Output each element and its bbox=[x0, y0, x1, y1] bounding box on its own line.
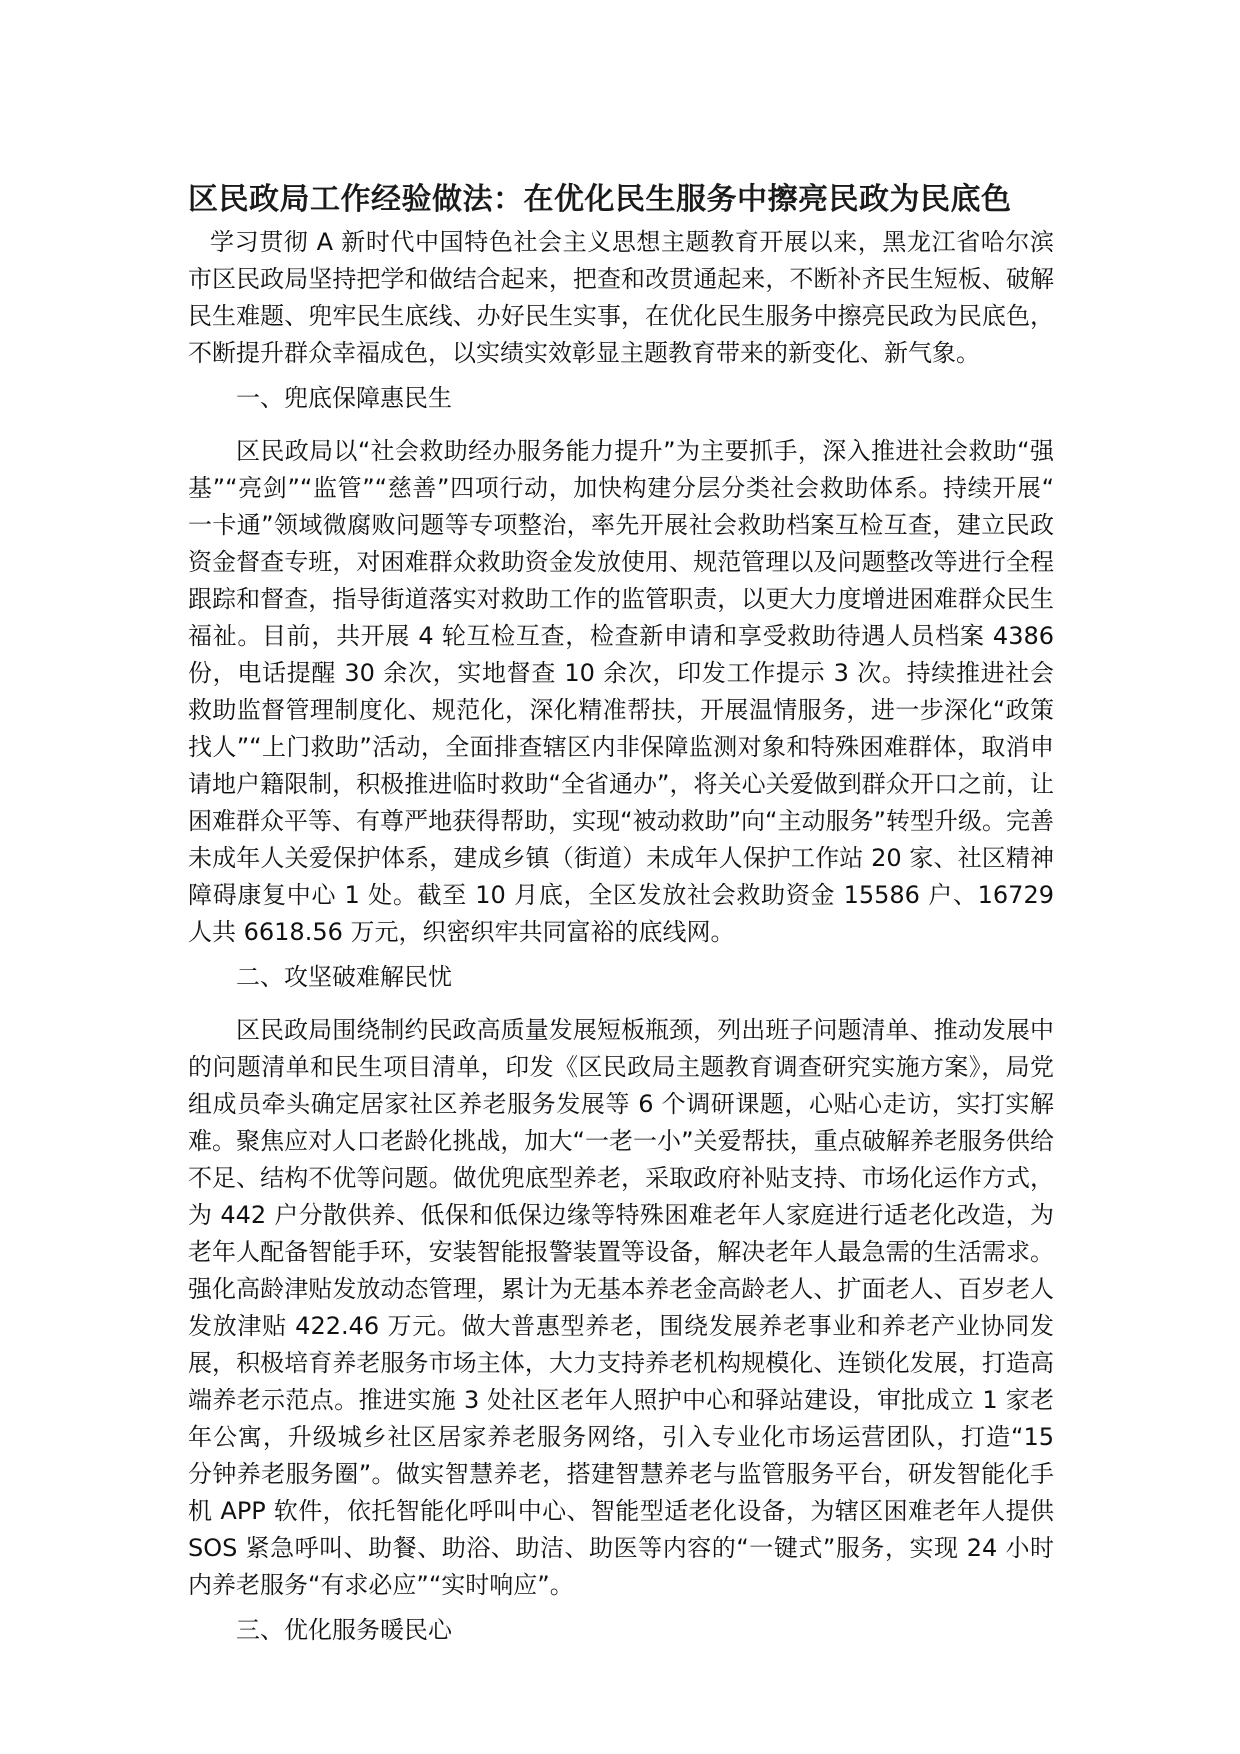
section-heading-2: 二、攻坚破难解民忧 bbox=[236, 963, 452, 991]
section-body-1: 区民政局以“社会救助经办服务能力提升”为主要抓手，深入推进社会救助“强基”“亮剑”“监管”“慈善”四项行动，加快构建分层分类社会救助体系。持续开展“一卡通”领域微腐败问题等专项整治，率先开展社会救助档案互检互查，建立民政资金督查专班，对困难群众救助资金发放使用、规范管理以及问题整改等进行全程跟踪和督查，指导街道落实对救助工作的监管职责，以更大力度增进困难群众民生福祉。目前，共开展 4 轮互检互查，检查新申请和享受救助待遇人员档案 4386 份，电话提醒 30 余次，实地督查 10 余次，印发工作提示 3 次。持续推进社会救助监督管理制度化、规范化，深化精准帮扶，开展温情服务，进一步深化“政策找人”“上门救助”活动，全面排查辖区内非保障监测对象和特殊困难群体，取消申请地户籍限制，积极推进临时救助“全省通办”，将关心关爱做到群众开口之前，让困难群众平等、有尊严地获得帮助，实现“被动救助”向“主动服务”转型升级。完善未成年人关爱保护体系，建成乡镇（街道）未成年人保护工作站 20 家、社区精神障碍康复中心 1 处。截至 10 月底，全区发放社会救助资金 15586 户、16729 人共 6618.56 万元，织密织牢共同富裕的底线网。 bbox=[188, 437, 1054, 946]
section-heading-1: 一、兜底保障惠民生 bbox=[236, 384, 452, 412]
section-heading-3: 三、优化服务暖民心 bbox=[236, 1616, 452, 1644]
section-body-2: 区民政局围绕制约民政高质量发展短板瓶颈，列出班子问题清单、推动发展中的问题清单和民生项目清单，印发《区民政局主题教育调查研究实施方案》，局党组成员牵头确定居家社区养老服务发展等 6 个调研课题，心贴心走访，实打实解难。聚焦应对人口老龄化挑战，加大“一老一小”关爱帮扶，重点破解养老服务供给不足、结构不优等问题。做优兜底型养老，采取政府补贴支持、市场化运作方式，为 442 户分散供养、低保和低保边缘等特殊困难老年人家庭进行适老化改造，为老年人配备智能手环，安装智能报警装置等设备，解决老年人最急需的生活需求。强化高龄津贴发放动态管理，累计为无基本养老金高龄老人、扩面老人、百岁老人发放津贴 422.46 万元。做大普惠型养老，围绕发展养老事业和养老产业协同发展，积极培育养老服务市场主体，大力支持养老机构规模化、连锁化发展，打造高端养老示范点。推进实施 3 处社区老年人照护中心和驿站建设，审批成立 1 家老年公寓，升级城乡社区居家养老服务网络，引入专业化市场运营团队，打造“15 分钟养老服务圈”。做实智慧养老，搭建智慧养老与监管服务平台，研发智能化手机 APP 软件，依托智能化呼叫中心、智能型适老化设备，为辖区困难老年人提供 SOS 紧急呼叫、助餐、助浴、助洁、助医等内容的“一键式”服务，实现 24 小时内养老服务“有求必应”“实时响应”。 bbox=[188, 1016, 1054, 1599]
document-content bbox=[188, 178, 1054, 1665]
intro-paragraph: 学习贯彻 A 新时代中国特色社会主义思想主题教育开展以来，黑龙江省哈尔滨市区民政局坚持把学和做结合起来，把查和改贯通起来，不断补齐民生短板、破解民生难题、兜牢民生底线、办好民生实事，在优化民生服务中擦亮民政为民底色，不断提升群众幸福成色，以实绩实效彰显主题教育带来的新变化、新气象。 bbox=[188, 228, 1054, 367]
document-title: 区民政局工作经验做法：在优化民生服务中擦亮民政为民底色 bbox=[188, 182, 1012, 217]
